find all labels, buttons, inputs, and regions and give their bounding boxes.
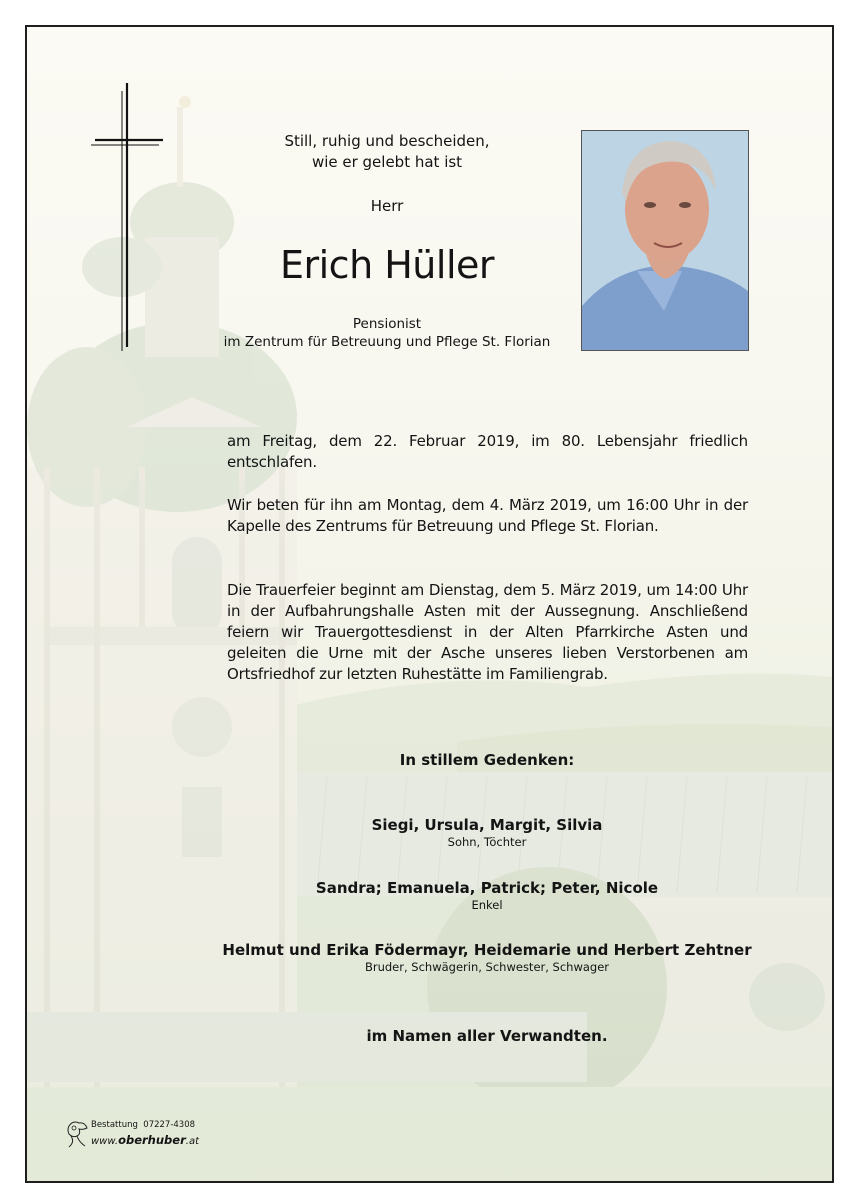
mourner-group xyxy=(27,940,834,974)
funeral-home-phone: Bestattung 07227-4308 xyxy=(91,1120,196,1130)
prayer-info: Wir beten für ihn am Montag, dem 4. März 2019, um 16:00 Uhr in der Kapelle des Zentrums für Betreuung und Pflege St. Florian. xyxy=(227,496,748,535)
funeral-home-footer xyxy=(65,1120,265,1152)
intro-verse xyxy=(227,131,547,173)
death-announcement: am Freitag, dem 22. Februar 2019, im 80. Lebensjahr friedlich entschlafen. xyxy=(227,432,748,471)
mourner-names: Helmut und Erika Födermayr, Heidemarie und Herbert Zehtner xyxy=(222,941,752,959)
occupation xyxy=(187,315,587,351)
angel-logo-icon xyxy=(65,1120,89,1148)
occupation-line-2: im Zentrum für Betreuung und Pflege St. Florian xyxy=(223,334,551,350)
mourner-group xyxy=(27,878,834,912)
mourner-names: Sandra; Emanuela, Patrick; Peter, Nicole xyxy=(315,879,659,897)
mourner-relation: Sohn, Töchter xyxy=(447,835,527,849)
mourner-group xyxy=(27,815,834,849)
cross-icon xyxy=(27,27,187,367)
deceased-name: Erich Hüller xyxy=(279,243,495,287)
mourners-title: In stillem Gedenken: xyxy=(399,751,575,769)
closing-line: im Namen aller Verwandten. xyxy=(366,1027,608,1045)
obituary-card xyxy=(25,25,834,1183)
intro-line-1: Still, ruhig und bescheiden, xyxy=(284,132,490,150)
mourner-relation: Enkel xyxy=(471,898,503,912)
mourner-relation: Bruder, Schwägerin, Schwester, Schwager xyxy=(364,960,610,974)
intro-line-2: wie er gelebt hat ist xyxy=(311,153,463,171)
mourner-names: Siegi, Ursula, Margit, Silvia xyxy=(371,816,603,834)
salutation: Herr xyxy=(370,197,404,215)
funeral-info: Die Trauerfeier beginnt am Dienstag, dem 5. März 2019, um 14:00 Uhr in der Aufbahrungshalle Asten mit der Aussegnung. Anschließend feiern wir Trauergottesdienst in der Alten Pfarrkirche Asten und geleiten die Urne mit der Asche unseres lieben Verstorbenen am Ortsfriedhof zur letzten Ruhestätte im Familiengrab. xyxy=(227,581,748,683)
portrait-photo xyxy=(581,130,749,351)
occupation-line-1: Pensionist xyxy=(352,316,422,332)
funeral-home-website[interactable]: www.oberhuber.at xyxy=(91,1133,199,1147)
